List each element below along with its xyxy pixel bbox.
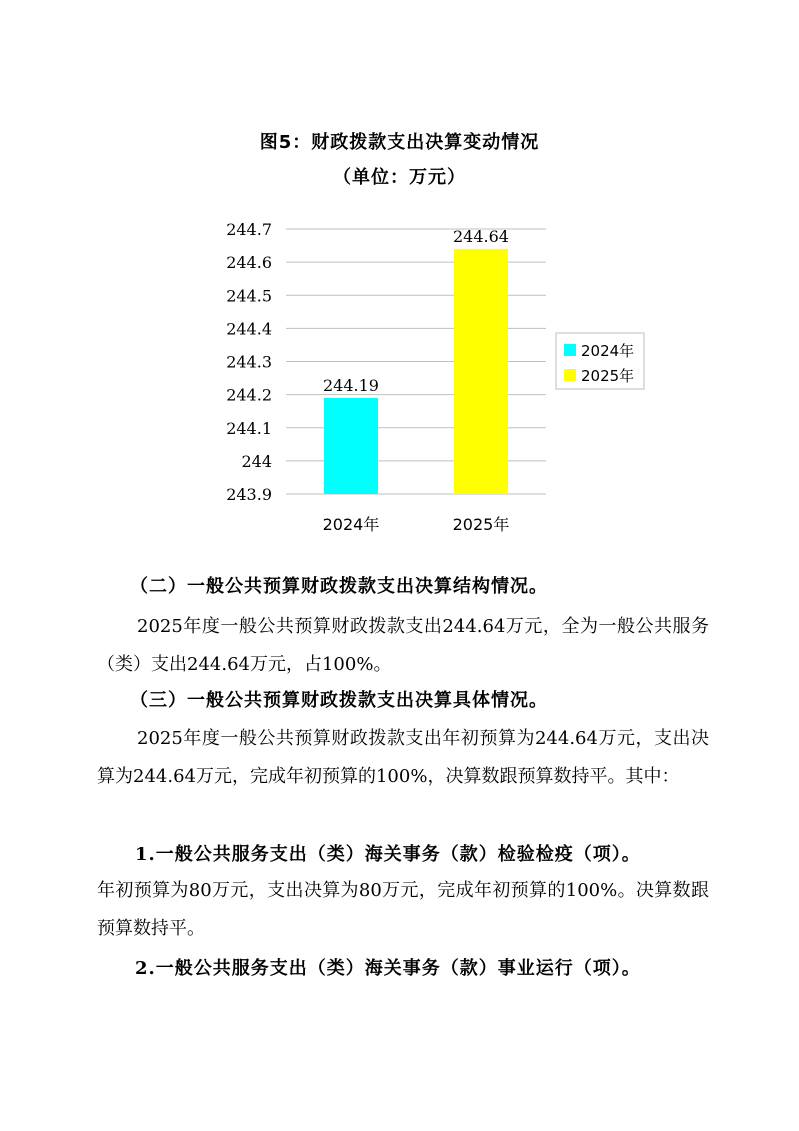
y-tick-label: 244.2 [226, 385, 272, 405]
section-3-paragraph: 2025年度一般公共预算财政拨款支出年初预算为244.64万元，支出决算为244.64万元，完成年初预算的100%，决算数跟预算数持平。其中： [97, 728, 709, 787]
y-tick-label: 244.1 [226, 418, 272, 438]
y-tick-label: 244.3 [226, 352, 272, 372]
y-tick-label: 243.9 [226, 485, 272, 504]
figure-unit: （单位：万元） [333, 167, 466, 188]
section-2-heading: （二）一般公共预算财政拨款支出决算结构情况。 [130, 576, 548, 597]
legend-swatch [564, 344, 576, 356]
y-axis-ticks [226, 220, 272, 504]
figure-title: 图5：财政拨款支出决算变动情况 [259, 132, 540, 153]
y-tick-label: 244.5 [226, 286, 272, 306]
section-2-paragraph: 2025年度一般公共预算财政拨款支出244.64万元，全为一般公共服务（类）支出244.64万元，占100%。 [97, 616, 709, 675]
y-tick-label: 244.4 [226, 319, 272, 339]
legend-swatch [564, 369, 576, 381]
y-tick-label: 244.6 [226, 253, 272, 273]
legend-label: 2024年 [581, 342, 635, 360]
y-tick-label: 244 [241, 451, 272, 471]
item-2-title: 2.一般公共服务支出（类）海关事务（款）事业运行（项）。 [135, 958, 641, 979]
bar [324, 398, 378, 494]
chart-legend [556, 333, 644, 389]
bar [454, 249, 508, 494]
bar-value-label: 244.64 [453, 226, 509, 246]
item-1-text: 年初预算为80万元，支出决算为80万元，完成年初预算的100%。决算数跟预算数持平。 [97, 880, 709, 939]
legend-label: 2025年 [581, 367, 635, 385]
y-tick-label: 244.7 [226, 220, 272, 239]
bar-chart [200, 205, 660, 545]
x-tick-label: 2024年 [322, 515, 380, 534]
x-axis-ticks [323, 515, 510, 534]
bar-value-label: 244.19 [323, 375, 379, 395]
chart-bars [324, 249, 508, 494]
section-3-heading: （三）一般公共预算财政拨款支出决算具体情况。 [130, 690, 548, 711]
x-tick-label: 2025年 [452, 515, 510, 534]
item-1-title: 1.一般公共服务支出（类）海关事务（款）检验检疫（项）。 [135, 844, 641, 865]
